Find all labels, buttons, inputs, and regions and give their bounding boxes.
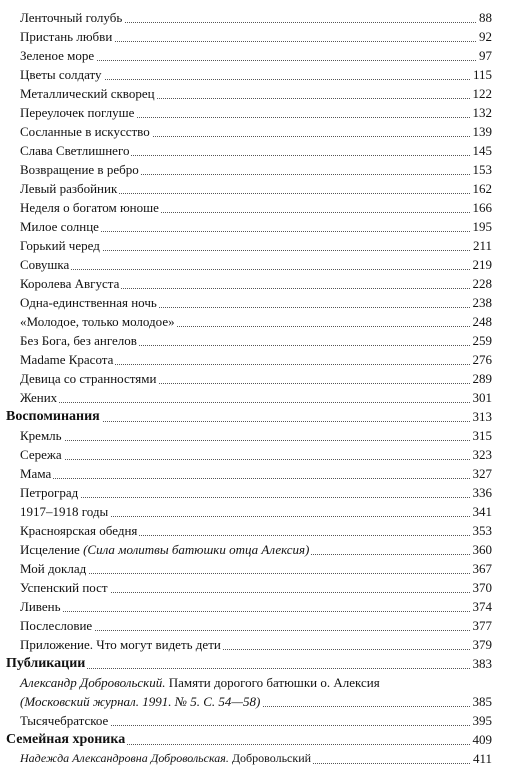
- dot-leader: [20, 573, 492, 574]
- toc-entry-title: [6, 732, 127, 747]
- dot-leader: [20, 497, 492, 498]
- toc-page-number: 211: [470, 238, 492, 253]
- toc-entry-title: [6, 409, 102, 424]
- toc-entry-title: [20, 238, 102, 253]
- toc-page-number: 336: [470, 485, 493, 500]
- toc-entry-title: [20, 751, 313, 766]
- dot-leader: [20, 269, 492, 270]
- toc-entry: [0, 44, 506, 63]
- toc-entry-text: Цветы солдату: [20, 67, 102, 82]
- toc-entry-text: Памяти дорогого батюшки о. Алексия: [165, 675, 380, 690]
- toc-entry: [0, 424, 506, 443]
- dot-leader: [20, 478, 492, 479]
- toc-page-number: 411: [470, 751, 492, 766]
- toc-entry-title: [20, 580, 110, 595]
- toc-page-number: 88: [476, 10, 492, 25]
- toc-entry-title: [20, 485, 80, 500]
- toc-page-number: 360: [470, 542, 493, 557]
- toc-entry-text: Без Бога, без ангелов: [20, 333, 137, 348]
- toc-page-number: 301: [470, 390, 493, 405]
- toc-entry: [0, 158, 506, 177]
- toc-entry-title: [20, 713, 110, 728]
- toc-entry-text: «Молодое, только молодое»: [20, 314, 175, 329]
- dot-leader: [20, 440, 492, 441]
- toc-entry-title: [20, 219, 101, 234]
- toc-entry: [0, 614, 506, 633]
- toc-page-number: 248: [470, 314, 493, 329]
- toc-entry-title: [20, 67, 104, 82]
- toc-entry: [0, 462, 506, 481]
- toc-entry-text: Жених: [20, 390, 58, 405]
- toc-entry: [0, 500, 506, 519]
- toc-page-number: 367: [470, 561, 493, 576]
- toc-page-number: 383: [470, 656, 493, 671]
- toc-entry-title: [20, 694, 262, 709]
- dot-leader: [20, 459, 492, 460]
- toc-entry-title: [20, 599, 63, 614]
- toc-entry-text: Семейная хроника: [6, 732, 126, 747]
- toc-page-number: 122: [470, 86, 493, 101]
- toc-entry: [0, 253, 506, 272]
- toc-page-number: 341: [470, 504, 493, 519]
- toc-entry-text: Добровольский: [228, 751, 312, 765]
- toc-entry: [0, 519, 506, 538]
- toc-entry-text: Madame Красота: [20, 352, 114, 367]
- toc-entry-title: [20, 124, 152, 139]
- toc-entry-title: [20, 86, 157, 101]
- toc-entry-title: [20, 618, 94, 633]
- toc-entry-text: Воспоминания: [6, 409, 100, 424]
- toc-entry-title: [20, 428, 64, 443]
- toc-entry-text: Послесловие: [20, 618, 93, 633]
- toc-entry-title: [20, 295, 159, 310]
- toc-entry-title: [20, 447, 64, 462]
- toc-entry: [0, 272, 506, 291]
- toc-entry-text: Металлический скворец: [20, 86, 155, 101]
- toc-page-number: 166: [470, 200, 493, 215]
- toc-entry-title: [6, 656, 87, 671]
- toc-entry-title: [20, 561, 88, 576]
- toc-entry: [0, 139, 506, 158]
- toc-page-number: 97: [476, 48, 492, 63]
- toc-page-number: 315: [470, 428, 493, 443]
- toc-entry-title: [20, 637, 223, 652]
- toc-entry-text: Приложение. Что могут видеть дети: [20, 637, 221, 652]
- toc-entry-subtitle: (Сила молитвы батюшки отца Алексия): [79, 542, 310, 557]
- toc-page-number: 379: [470, 637, 493, 652]
- dot-leader: [20, 611, 492, 612]
- toc-entry-text: Одна-единственная ночь: [20, 295, 157, 310]
- toc-entry-title: [20, 523, 139, 538]
- toc-entry: [0, 348, 506, 367]
- toc-page-number: 395: [470, 713, 493, 728]
- toc-page-number: 162: [470, 181, 493, 196]
- toc-section-heading: [0, 405, 506, 424]
- toc-entry-title: [20, 371, 158, 386]
- toc-page-number: 139: [470, 124, 493, 139]
- toc-page-number: 219: [470, 257, 493, 272]
- toc-entry-text: Милое солнце: [20, 219, 99, 234]
- toc-entry-title: [20, 200, 161, 215]
- toc-entry-text: Мама: [20, 466, 52, 481]
- toc-entry: [0, 633, 506, 652]
- toc-entry-title: [20, 181, 119, 196]
- table-of-contents: [0, 6, 506, 766]
- toc-entry-text: Тысячебратское: [20, 713, 109, 728]
- toc-entry: [0, 6, 506, 25]
- toc-page-number: 370: [470, 580, 493, 595]
- toc-page-number: 374: [470, 599, 493, 614]
- toc-entry-text: Зеленое море: [20, 48, 95, 63]
- toc-entry-text: Красноярская обедня: [20, 523, 138, 538]
- toc-page-number: 195: [470, 219, 493, 234]
- toc-entry-text: Ленточный голубь: [20, 10, 123, 25]
- toc-entry-text: Королева Августа: [20, 276, 120, 291]
- toc-entry: [0, 747, 506, 766]
- toc-entry: [0, 481, 506, 500]
- toc-entry: [0, 82, 506, 101]
- toc-entry-text: Пристань любви: [20, 29, 113, 44]
- toc-page-number: 353: [470, 523, 493, 538]
- toc-page-number: 115: [470, 67, 492, 82]
- toc-entry: [0, 671, 506, 690]
- toc-page-number: 238: [470, 295, 493, 310]
- toc-entry: [0, 291, 506, 310]
- toc-page-number: 132: [470, 105, 493, 120]
- toc-entry: [0, 443, 506, 462]
- toc-entry: [0, 367, 506, 386]
- toc-entry-text: Возвращение в ребро: [20, 162, 139, 177]
- toc-entry: [0, 177, 506, 196]
- toc-page-number: 385: [470, 694, 493, 709]
- toc-page-number: 92: [476, 29, 492, 44]
- toc-entry-text: Левый разбойник: [20, 181, 118, 196]
- toc-entry: [0, 595, 506, 614]
- toc-entry-text: Девица со странностями: [20, 371, 157, 386]
- toc-page-number: 323: [470, 447, 493, 462]
- toc-entry-text: Публикации: [6, 656, 86, 671]
- toc-entry-title: [20, 162, 141, 177]
- toc-entry-title: [20, 466, 53, 481]
- toc-entry-text: Кремль: [20, 428, 62, 443]
- toc-page-number: 289: [470, 371, 493, 386]
- toc-entry: [0, 120, 506, 139]
- toc-entry-text: Успенский пост: [20, 580, 108, 595]
- toc-page-number: 259: [470, 333, 493, 348]
- toc-entry-title: [20, 352, 115, 367]
- toc-entry-text: 1917–1918 годы: [20, 504, 109, 519]
- toc-page-number: 409: [470, 732, 493, 747]
- toc-section-heading: [0, 728, 506, 747]
- toc-entry-title: [20, 542, 311, 557]
- toc-entry-title: [20, 105, 136, 120]
- toc-entry-title: [20, 257, 71, 272]
- toc-entry-text: Исцеление: [20, 542, 80, 557]
- toc-entry-text: Переулочек поглуше: [20, 105, 135, 120]
- toc-page-number: 153: [470, 162, 493, 177]
- toc-entry-text: Совушка: [20, 257, 70, 272]
- toc-entry: [0, 310, 506, 329]
- toc-entry-author: Александр Добровольский.: [20, 675, 166, 690]
- toc-entry: [0, 101, 506, 120]
- toc-entry-text: Горький черед: [20, 238, 100, 253]
- toc-page-number: 145: [470, 143, 493, 158]
- toc-entry-title: [20, 276, 121, 291]
- toc-entry-author: (Московский журнал. 1991. № 5. С. 54—58): [20, 694, 261, 709]
- toc-entry-text: Слава Светлишнего: [20, 143, 130, 158]
- toc-entry-text: Сережа: [20, 447, 62, 462]
- toc-entry-author: Надежда Александровна Добровольская.: [20, 751, 229, 765]
- toc-entry: [0, 709, 506, 728]
- toc-entry-title: [20, 333, 139, 348]
- toc-entry: [0, 576, 506, 595]
- toc-entry: [0, 557, 506, 576]
- toc-entry: [0, 386, 506, 405]
- toc-entry-title: [20, 48, 96, 63]
- toc-entry: [0, 25, 506, 44]
- toc-entry: [0, 538, 506, 557]
- toc-entry: [0, 196, 506, 215]
- toc-entry-text: Мой доклад: [20, 561, 87, 576]
- toc-entry: [0, 63, 506, 82]
- toc-entry-text: Неделя о богатом юноше: [20, 200, 159, 215]
- toc-page-number: 276: [470, 352, 493, 367]
- toc-page-number: 228: [470, 276, 493, 291]
- toc-section-heading: [0, 652, 506, 671]
- toc-page-number: 327: [470, 466, 493, 481]
- toc-entry: [0, 215, 506, 234]
- toc-entry-title: [20, 10, 124, 25]
- toc-entry: [0, 234, 506, 253]
- toc-entry-text: Петроград: [20, 485, 79, 500]
- toc-entry-title: [20, 314, 177, 329]
- toc-entry-title: [20, 504, 110, 519]
- toc-entry-title: [20, 390, 59, 405]
- toc-page-number: 313: [470, 409, 493, 424]
- dot-leader: [20, 402, 492, 403]
- toc-entry-title: [20, 675, 382, 690]
- toc-entry-title: [20, 143, 131, 158]
- toc-entry-title: [20, 29, 114, 44]
- toc-entry: [0, 329, 506, 348]
- toc-entry-text: Ливень: [20, 599, 61, 614]
- toc-page-number: 377: [470, 618, 493, 633]
- toc-entry-text: Сосланные в искусство: [20, 124, 150, 139]
